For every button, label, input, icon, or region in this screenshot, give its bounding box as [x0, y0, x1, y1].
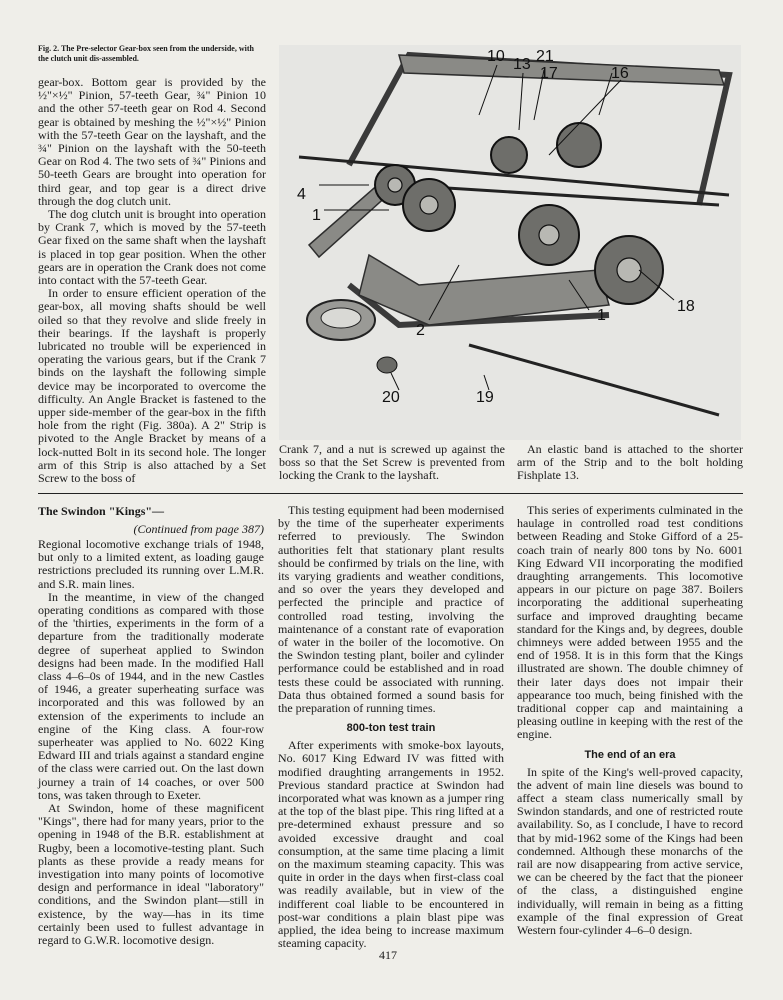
gearbox-text-column: [38, 76, 266, 485]
continued-note: (Continued from page 387): [133, 522, 264, 536]
figure-label: 18: [677, 298, 695, 315]
figure-label: 10: [487, 48, 505, 65]
figure-label: 1: [312, 207, 321, 224]
figure-label: 13: [513, 56, 531, 73]
article-column-3: [517, 504, 743, 937]
paragraph: In order to ensure efficient operation of the gear-box, all moving shafts should be well oiled so that they revolve and slide freely in their bearings. If the layshaft is properly lubricated no trouble will be experienced in operating the various gears, but if the Crank 7 binds on the layshaft the following simple device may be incorporated to overcome the difficulty. An Angle Bracket is fastened to the upper side-member of the gear-box in the fifth hole from the right (Fig. 380a). A 2" Strip is pivoted to the Angle Bracket by means of a lock-nutted Bolt in its second hole. The longer arm of this Strip is also attached by a Set Screw to the boss of: [38, 286, 266, 486]
article-column-1: [38, 504, 264, 947]
paragraph: In the meantime, in view of the changed operating conditions as compared with those of the 'thirties, experiments in the form of a departure from the traditionally moderate degree of superheat applied to Swindon designs had been made. In the modified Hall class 4–6–0s of 1944, and in the new Castles of 1946, a greater superheating surface was incorporated and this was followed by an extension of the experiments to include an engine of the King class. A four-row superheater was applied to No. 6022 King Edward III and trials against a standard engine of the class were carried out. On the last down journey a train of 14 coaches, or over 500 tons, was taken through to Exeter.: [38, 589, 264, 802]
figure-label: 16: [611, 65, 629, 82]
paragraph: At Swindon, home of these magnificent "Kings", there had for many years, prior to the opening in 1948 of the B.R. establishment at Rugby, been a locomotive-testing plant. Such plants as these provide a ready means for investigation into many points of locomotive design and performance in ideal "laboratory" conditions, and the Swindon plant—still in existence, by the way—has in its time certainly been used to fullest advantage in regard to G.W.R. locomotive design.: [38, 801, 264, 948]
figure-label: 4: [297, 186, 306, 203]
figure-label: 20: [382, 389, 400, 406]
paragraph: This series of experiments culminated in the haulage in controlled road test conditions between Reading and Stoke Gifford of a 25-coach train of nearly 800 tons by No. 6001 King Edward VII incorporating the modified draughting arrangements. This locomotive appears in our picture on page 387. Boilers incorporating the additional superheating surface and improved draughting became standard for the Kings and, by degrees, double chimneys were added between 1955 and the end of 1958. It is in this form that the Kings illustrated are shown. The double chimney of their later days does not impair their appearance too much, being finished with the traditional copper cap and maintaining a pleasing outline in keeping with the rest of the engine.: [517, 503, 743, 742]
paragraph: Crank 7, and a nut is screwed up against the boss so that the Set Screw is prevented from locking the Crank to the layshaft.: [279, 442, 505, 483]
paragraph: Regional locomotive exchange trials of 1948, but only to a limited extent, as loading gauge restrictions precluded its running over L.M.R. and S.R. main lines.: [38, 537, 264, 591]
page-number: 417: [379, 948, 397, 962]
subheading: The end of an era: [584, 748, 676, 761]
figure-caption: Fig. 2. The Pre-selector Gear-box seen from the underside, with the clutch unit dis-assembled.: [38, 44, 254, 63]
figure-label: 1: [597, 307, 606, 324]
gearbox-illustration: [279, 45, 741, 440]
article-title: The Swindon "Kings"—: [38, 504, 165, 518]
paragraph: An elastic band is attached to the shorter arm of the Strip and to the bolt holding Fishplate 13.: [517, 442, 743, 483]
article-column-2: [278, 504, 504, 951]
subheading: 800-ton test train: [346, 722, 436, 735]
figure-label: 2: [416, 322, 425, 339]
paragraph: The dog clutch unit is brought into operation by Crank 7, which is moved by the 57-teeth Gear fixed on the same shaft when the layshaft is placed in top gear position. When the other gears are in operation the Crank does not come into contact with the 57-teeth Gear.: [38, 207, 266, 288]
paragraph: In spite of the King's well-proved capacity, the advent of main line diesels was bound to affect a steam class numerically small by Swindon standards, and one of restricted route availability. So, as I conclude, I have to record that by mid-1962 some of the Kings had been condemned. Although these monarchs of the rail are now disappearing from active service, we can be cheered by the fact that the pioneer of the class, a distinguished engine individually, will remain in being as a fitting example of the final expression of Great Western four-cylinder 4–6–0 design.: [517, 764, 743, 938]
paragraph: gear-box. Bottom gear is provided by the ½"×½" Pinion, 57-teeth Gear, ¾" Pinion 10 and the other 57-teeth gear on Rod 4. Second gear is obtained by meshing the ½"×½" Pinion with the 57-teeth Gear on the layshaft, and the ¾" Pinion on the layshaft with the 50-teeth Gear on Rod 4. The two sets of ¾" Pinions and 50-teeth Gears are brought into operation for third gear, and top gear is a direct drive through the dog clutch unit.: [38, 75, 266, 208]
figure-label: 21: [536, 48, 554, 65]
section-divider: [38, 493, 743, 494]
paragraph: After experiments with smoke-box layouts, No. 6017 King Edward IV was fitted with modified draughting arrangements in 1952. Previous standard practice at Swindon had incorporated what was known as a jumper ring at the top of the blast pipe. This ring lifted at a pre-determined exhaust pressure and so avoided excessive draught and coal consumption, at the same time placing a limit on the maximum steaming capacity. This was quite in order in the days when first-class coal was readily available, but in view of the indifferent coal liable to be encountered in post-war conditions a plain blast pipe was applied, the idea being to increase maximum steaming capacity.: [278, 738, 504, 951]
figure-label: 17: [540, 65, 558, 82]
figure-label: 19: [476, 389, 494, 406]
paragraph: This testing equipment had been modernised by the time of the superheater experiments referred to previously. The Swindon authorities felt that stationary plant results should be confirmed by trials on the line, with its varying gradients and weather conditions, and so over the years they developed and perfected the principle and practice of controlled road testing, involving the maintenance of a constant rate of evaporation of water in the boiler of the locomotive. On the Swindon testing plant, boiler and cylinder performance could be established and in road tests these could be associated with running. Data thus obtained formed a sound basis for the preparation of running times.: [278, 503, 504, 716]
gearbox-photograph: [279, 45, 741, 440]
